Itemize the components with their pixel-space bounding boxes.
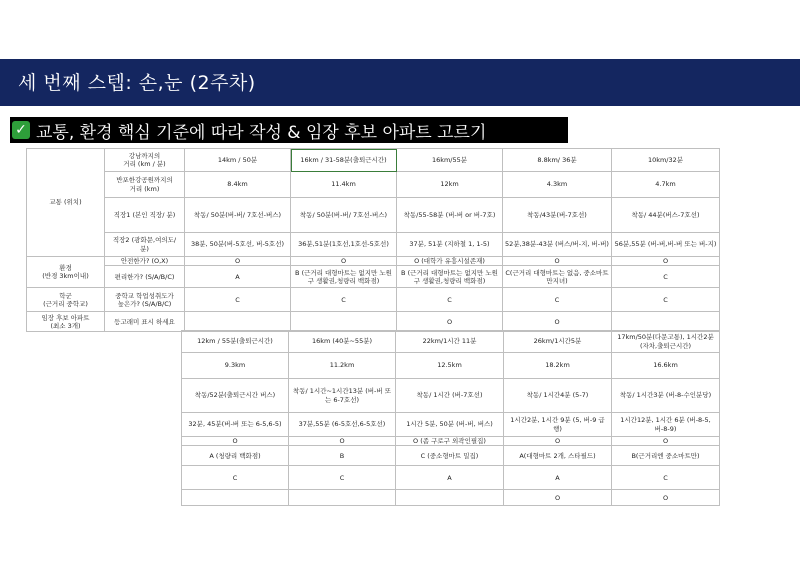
table-cell: 착동/43분(버-7호선) <box>503 198 612 233</box>
table-cell: A <box>504 466 612 490</box>
table-cell: C <box>182 466 289 490</box>
table-cell: 16.6km <box>612 353 720 379</box>
table-cell: 착동/ 1시간4분 (5-7) <box>504 379 612 413</box>
table-cell: 1시간12분, 1시간 6분 (버-8-5,버-8-9) <box>612 413 720 437</box>
table-cell: O <box>185 257 291 266</box>
table-cell: B (근거리 대형마트는 없지만 노원구 생활권,청량리 백화점) <box>291 266 397 288</box>
table-row <box>27 172 720 198</box>
subtitle-bar <box>10 117 568 143</box>
table-cell: 36분,51분(1호선,1호선-5호선) <box>291 233 397 257</box>
table-row <box>182 446 720 466</box>
table-cell <box>612 312 720 332</box>
criterion-convenient: 편리한가? (S/A/B/C) <box>105 266 185 288</box>
table-row <box>182 490 720 506</box>
table-cell: 착동/ 1시간~1시간13분 (버-버 또는 6-7호선) <box>289 379 396 413</box>
table-cell: C <box>612 466 720 490</box>
table-cell <box>289 490 396 506</box>
table-cell: 16km (40분~55분) <box>289 331 396 353</box>
group-candidate: 임장 후보 아파트 (최소 3개) <box>27 312 105 332</box>
table-cell: C <box>185 288 291 312</box>
table-cell: 14km / 50분 <box>185 149 291 172</box>
table-row <box>27 288 720 312</box>
table-row <box>27 198 720 233</box>
criterion-work1: 직장1 (본인 직장/ 분) <box>105 198 185 233</box>
table-cell: O <box>503 257 612 266</box>
table-cell: 1시간2분, 1시간 9분 (5, 버-9 급행) <box>504 413 612 437</box>
table-row <box>182 413 720 437</box>
table-cell: O <box>612 490 720 506</box>
table-cell: B(근거리엔 중소마트만) <box>612 446 720 466</box>
table-cell: 10km/32분 <box>612 149 720 172</box>
table-cell: C <box>289 466 396 490</box>
table-cell: 8.8km/ 36분 <box>503 149 612 172</box>
table-cell: 9.3km <box>182 353 289 379</box>
table-row <box>182 466 720 490</box>
table-cell: O <box>289 437 396 446</box>
criterion-safe: 안전한가? (O,X) <box>105 257 185 266</box>
criteria-table-continued <box>181 330 720 506</box>
table-cell: O <box>612 257 720 266</box>
group-env: 환경 (반경 3km이내) <box>27 257 105 288</box>
group-traffic: 교통 (위치) <box>27 149 105 257</box>
table-cell: O <box>504 437 612 446</box>
table-cell: 38분, 50분(버-5호선, 버-5호선) <box>185 233 291 257</box>
table-cell: A <box>185 266 291 288</box>
table-row <box>27 257 720 266</box>
table-cell: O <box>291 257 397 266</box>
table-row <box>182 331 720 353</box>
table-cell: O <box>182 437 289 446</box>
table-cell: O (좀 구로구 외곽인필집) <box>396 437 504 446</box>
table-cell: 4.7km <box>612 172 720 198</box>
table-cell: 12.5km <box>396 353 504 379</box>
table-cell: 1시간 5분, 50분 (버-버, 버스) <box>396 413 504 437</box>
table-cell: A <box>396 466 504 490</box>
table-cell: 37분,55분 (6-5호선,6-5호선) <box>289 413 396 437</box>
table-cell: O <box>504 490 612 506</box>
table-row <box>182 379 720 413</box>
table-cell: O (대학가 유흥시설존재) <box>397 257 503 266</box>
table-cell: 16km / 31-58분(출퇴근시간) <box>291 149 397 172</box>
table-cell: C (중소형마트 밀집) <box>396 446 504 466</box>
criterion-banpo: 반포한강공원까지의 거리 (km) <box>105 172 185 198</box>
table-cell: B <box>289 446 396 466</box>
table-cell: C <box>397 288 503 312</box>
table-cell: 18.2km <box>504 353 612 379</box>
table-cell: 착동/55-58분 (버-버 or 버-7호) <box>397 198 503 233</box>
table-row <box>27 312 720 332</box>
table-cell: B (근거리 대형마트는 없지만 노원구 생활권,청량리 백화점) <box>397 266 503 288</box>
table-cell: 11.4km <box>291 172 397 198</box>
table-cell: 56분,55분 (버-버,버-버 또는 버-지) <box>612 233 720 257</box>
table-cell: O <box>503 312 612 332</box>
table-cell: 착동/ 50분(버-버/ 7호선-버스) <box>185 198 291 233</box>
table-cell: 22km/1시간 11분 <box>396 331 504 353</box>
table-cell: 12km / 55분(출퇴근시간) <box>182 331 289 353</box>
table-cell: 12km <box>397 172 503 198</box>
table-cell: 착동/ 1시간3분 (버-8-수인분당) <box>612 379 720 413</box>
table-cell: C <box>291 288 397 312</box>
group-school: 학군 (근거리 중학교) <box>27 288 105 312</box>
table-cell: 16km/55분 <box>397 149 503 172</box>
table-cell: C <box>612 266 720 288</box>
table-cell: 착동/ 1시간 (버-7호선) <box>396 379 504 413</box>
page-title: 세 번째 스텝: 손,눈 (2주차) <box>18 72 256 94</box>
table-row <box>182 437 720 446</box>
table-cell <box>396 490 504 506</box>
criterion-academic: 중학교 학업성취도가 높은가? (S/A/B/C) <box>105 288 185 312</box>
check-icon: ✓ <box>12 121 30 139</box>
table-cell: 착동/ 44분(버스-7호선) <box>612 198 720 233</box>
table-cell: C <box>503 288 612 312</box>
table-cell: 32분, 45분(버-버 또는 6-5,6-5) <box>182 413 289 437</box>
criterion-work2: 직장2 (광화문,여의도/ 분) <box>105 233 185 257</box>
header-bar <box>0 59 800 106</box>
table-cell: O <box>397 312 503 332</box>
table-cell <box>291 312 397 332</box>
table-cell: 26km/1시간5분 <box>504 331 612 353</box>
table-cell <box>182 490 289 506</box>
table-row <box>27 266 720 288</box>
table-cell: 착동/52분(출퇴근시간 버스) <box>182 379 289 413</box>
table-cell: O <box>612 437 720 446</box>
table-cell: 착동/ 50분(버-버/ 7호선-버스) <box>291 198 397 233</box>
table-cell: A(대형마트 2개, 스타필드) <box>504 446 612 466</box>
table-row <box>27 233 720 257</box>
table-cell: C <box>612 288 720 312</box>
table-cell <box>185 312 291 332</box>
table-cell: 8.4km <box>185 172 291 198</box>
subtitle-text: 교통, 환경 핵심 기준에 따라 작성 & 임장 후보 아파트 고르기 <box>36 122 487 143</box>
criterion-map: 등고래미 표시 하세요 <box>105 312 185 332</box>
table-row <box>27 149 720 172</box>
table-cell: 37분, 51분 (지하철 1, 1-5) <box>397 233 503 257</box>
table-cell: 52분,38분-43분 (버스/버-지, 버-버) <box>503 233 612 257</box>
table-cell: 11.2km <box>289 353 396 379</box>
table-row <box>182 353 720 379</box>
table-cell: C(근거리 대형마트는 없음, 중소마트 만지녀) <box>503 266 612 288</box>
criterion-gangnam: 강남까지의 거리 (km / 분) <box>105 149 185 172</box>
table-cell: 4.3km <box>503 172 612 198</box>
table-cell: A (청량리 백화점) <box>182 446 289 466</box>
criteria-table <box>26 148 720 332</box>
table-cell: 17km/50분(다문고통), 1시간2분(자차,출퇴근시간) <box>612 331 720 353</box>
